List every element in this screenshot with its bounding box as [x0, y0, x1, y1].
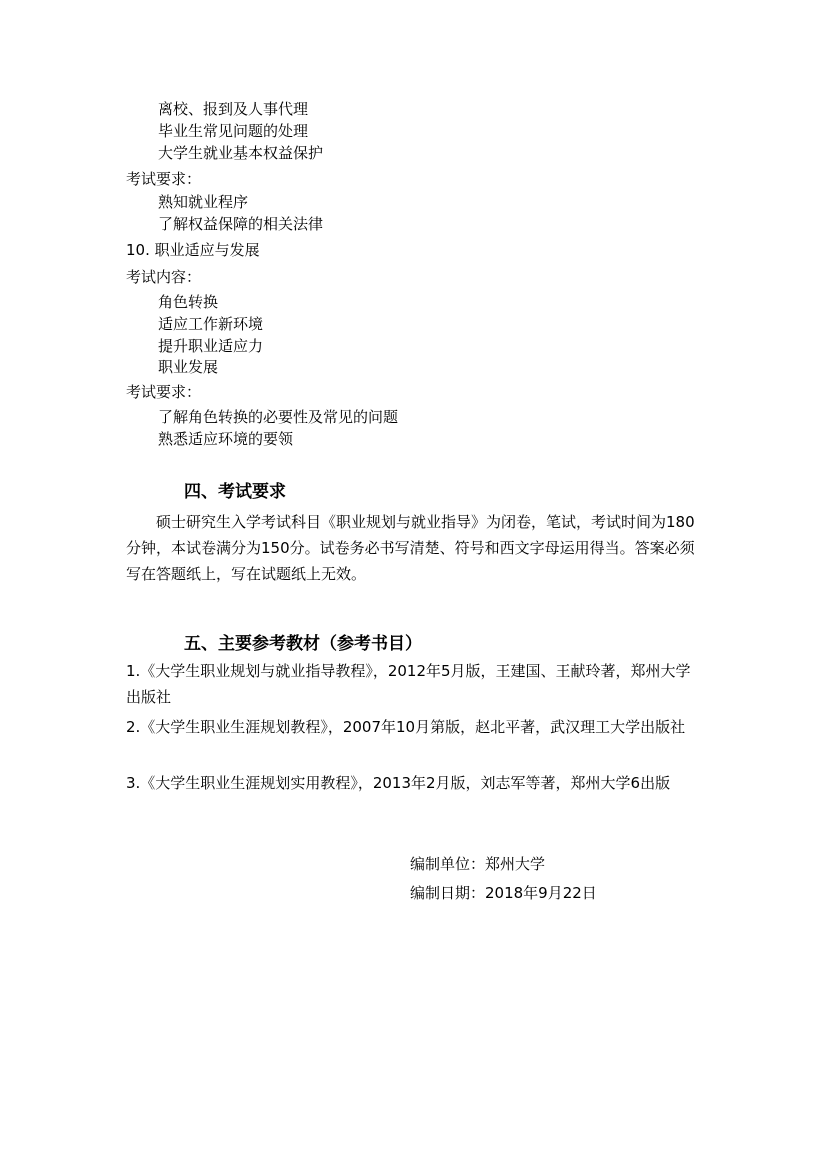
reference-item: 2.《大学生职业生涯规划教程》，2007年10月第版，赵北平著，武汉理工大学出版社: [126, 718, 686, 736]
exam-content-label: 考试内容：: [126, 268, 202, 286]
list-item: 职业发展: [158, 358, 219, 376]
list-item: 离校、报到及人事代理: [158, 100, 309, 118]
exam-requirements-paragraph: 硕士研究生入学考试科目《职业规划与就业指导》为闭卷，笔试，考试时间为180分钟，本试卷满分为150分。试卷务必书写清楚、符号和西文字母运用得当。答案必须写在答题纸上，写在试题纸上无效。: [126, 513, 695, 583]
exam-requirements-label: 考试要求：: [126, 383, 202, 401]
compiling-date: 编制日期：2018年9月22日: [410, 884, 597, 902]
reference-item: 1.《大学生职业规划与就业指导教程》，2012年5月版，王建国、王献玲著，郑州大学出版社: [126, 662, 691, 706]
chapter-title: 10. 职业适应与发展: [126, 241, 260, 259]
list-item: 角色转换: [158, 293, 219, 311]
list-item: 熟悉适应环境的要领: [158, 430, 294, 448]
section-heading: 四、考试要求: [184, 482, 286, 502]
list-item: 了解角色转换的必要性及常见的问题: [158, 408, 399, 426]
list-item: 了解权益保障的相关法律: [158, 215, 324, 233]
exam-requirements-label: 考试要求：: [126, 170, 202, 188]
list-item: 适应工作新环境: [158, 315, 264, 333]
list-item: 提升职业适应力: [158, 337, 264, 355]
section-heading: 五、主要参考教材（参考书目）: [184, 634, 422, 654]
list-item: 毕业生常见问题的处理: [158, 122, 309, 140]
list-item: 熟知就业程序: [158, 193, 249, 211]
list-item: 大学生就业基本权益保护: [158, 144, 324, 162]
compiling-unit: 编制单位：郑州大学: [410, 855, 546, 873]
reference-item: 3.《大学生职业生涯规划实用教程》，2013年2月版，刘志军等著，郑州大学6出版: [126, 774, 671, 792]
